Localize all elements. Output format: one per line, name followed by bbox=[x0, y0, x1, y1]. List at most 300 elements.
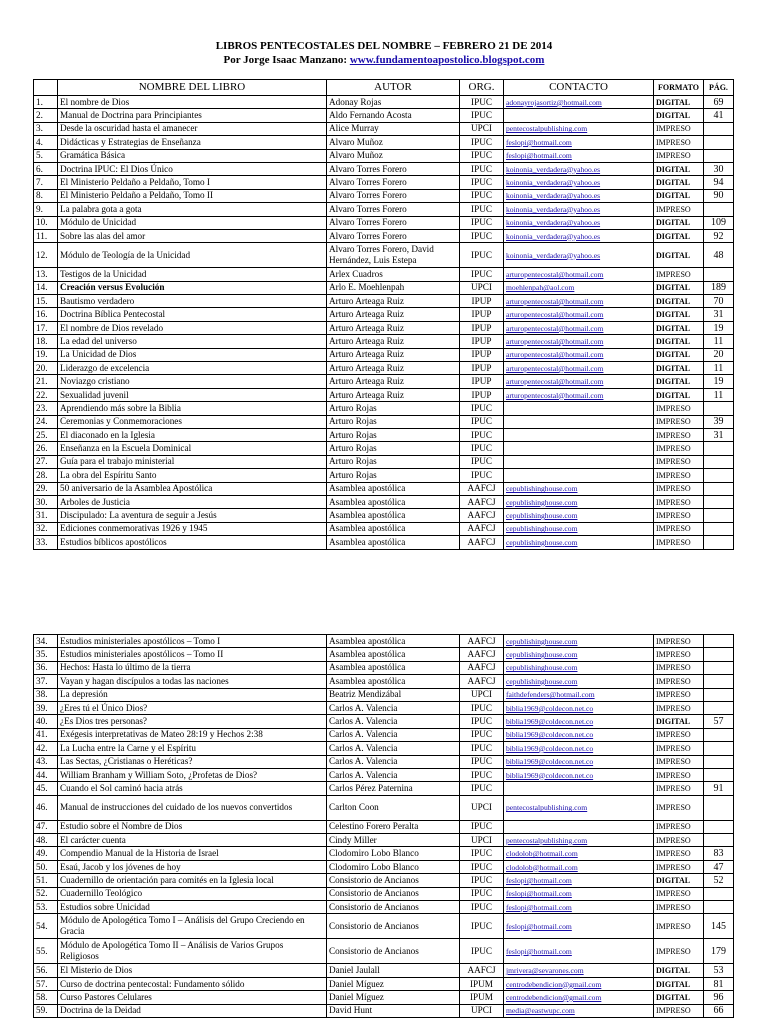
book-org: AAFCJ bbox=[460, 675, 504, 688]
table-row bbox=[34, 661, 734, 674]
book-contact[interactable]: biblia1969@coldecon.net.co bbox=[504, 768, 654, 781]
book-pages bbox=[704, 701, 734, 714]
book-format: IMPRESO bbox=[654, 728, 704, 741]
book-pages: 11 bbox=[704, 335, 734, 348]
book-title: Creación versus Evolución bbox=[58, 281, 327, 294]
table-row bbox=[34, 229, 734, 242]
book-contact[interactable]: faithdefenders@hotmail.com bbox=[504, 688, 654, 701]
book-org: IPUC bbox=[460, 189, 504, 202]
row-number: 16. bbox=[34, 308, 58, 321]
book-pages: 91 bbox=[704, 782, 734, 795]
book-format: IMPRESO bbox=[654, 701, 704, 714]
row-number: 1. bbox=[34, 96, 58, 109]
book-org: IPUP bbox=[460, 362, 504, 375]
book-contact bbox=[504, 455, 654, 468]
book-title: Curso Pastores Celulares bbox=[58, 991, 327, 1004]
table-row bbox=[34, 136, 734, 149]
book-pages: 48 bbox=[704, 243, 734, 268]
book-format: IMPRESO bbox=[654, 834, 704, 847]
book-format: IMPRESO bbox=[654, 522, 704, 535]
book-contact[interactable]: arturopentecostal@hotmail.com bbox=[504, 348, 654, 361]
row-number: 10. bbox=[34, 216, 58, 229]
book-format: IMPRESO bbox=[654, 136, 704, 149]
table-row bbox=[34, 335, 734, 348]
book-pages bbox=[704, 795, 734, 820]
book-title: Guía para el trabajo ministerial bbox=[58, 455, 327, 468]
book-format: IMPRESO bbox=[654, 887, 704, 900]
book-contact[interactable]: feslopi@hotmail.com bbox=[504, 939, 654, 964]
book-org: AAFCJ bbox=[460, 482, 504, 495]
book-org: IPUC bbox=[460, 782, 504, 795]
row-number: 21. bbox=[34, 375, 58, 388]
row-number: 9. bbox=[34, 203, 58, 216]
table-row bbox=[34, 495, 734, 508]
book-format: DIGITAL bbox=[654, 281, 704, 294]
book-contact[interactable]: pentecostalpublishing.com bbox=[504, 795, 654, 820]
book-org: IPUC bbox=[460, 415, 504, 428]
book-pages bbox=[704, 455, 734, 468]
book-format: DIGITAL bbox=[654, 176, 704, 189]
table-row bbox=[34, 536, 734, 549]
table-row bbox=[34, 243, 734, 268]
book-title: La palabra gota a gota bbox=[58, 203, 327, 216]
table-row bbox=[34, 321, 734, 334]
row-number: 23. bbox=[34, 402, 58, 415]
row-number: 36. bbox=[34, 661, 58, 674]
book-contact[interactable]: arturopentecostal@hotmail.com bbox=[504, 375, 654, 388]
row-number: 5. bbox=[34, 149, 58, 162]
table-row bbox=[34, 782, 734, 795]
book-title: Módulo de Teología de la Unicidad bbox=[58, 243, 327, 268]
row-number: 29. bbox=[34, 482, 58, 495]
book-pages: 30 bbox=[704, 162, 734, 175]
book-author: Arlo E. Moehlenpah bbox=[327, 281, 460, 294]
book-org: IPUC bbox=[460, 469, 504, 482]
book-org: UPCI bbox=[460, 122, 504, 135]
book-title: Manual de instrucciones del cuidado de los nuevos convertidos bbox=[58, 795, 327, 820]
book-org: IPUC bbox=[460, 939, 504, 964]
book-contact[interactable]: cepublishinghouse.com bbox=[504, 661, 654, 674]
book-org: AAFCJ bbox=[460, 522, 504, 535]
table-row bbox=[34, 109, 734, 122]
book-pages: 19 bbox=[704, 321, 734, 334]
book-org: IPUP bbox=[460, 295, 504, 308]
row-number: 35. bbox=[34, 648, 58, 661]
byline-text: Por Jorge Isaac Manzano: bbox=[223, 54, 348, 66]
book-format: DIGITAL bbox=[654, 189, 704, 202]
book-contact[interactable]: biblia1969@coldecon.net.co bbox=[504, 715, 654, 728]
book-title: Vayan y hagan discípulos a todas las naciones bbox=[58, 675, 327, 688]
book-author: Asamblea apostólica bbox=[327, 495, 460, 508]
book-author: Arturo Rojas bbox=[327, 402, 460, 415]
book-contact[interactable]: centrodebendicion@gmail.com bbox=[504, 991, 654, 1004]
book-title: Testigos de la Unicidad bbox=[58, 268, 327, 281]
book-author: Clodomiro Lobo Blanco bbox=[327, 847, 460, 860]
book-author: Arturo Arteaga Ruiz bbox=[327, 321, 460, 334]
book-pages bbox=[704, 834, 734, 847]
book-title: Módulo de Apologética Tomo I – Análisis del Grupo Creciendo en Gracia bbox=[58, 914, 327, 939]
row-number: 53. bbox=[34, 901, 58, 914]
book-contact[interactable]: cepublishinghouse.com bbox=[504, 495, 654, 508]
row-number: 37. bbox=[34, 675, 58, 688]
table-row bbox=[34, 295, 734, 308]
book-title: Ceremonias y Conmemoraciones bbox=[58, 415, 327, 428]
book-contact[interactable]: cepublishinghouse.com bbox=[504, 675, 654, 688]
book-org: IPUP bbox=[460, 375, 504, 388]
book-contact[interactable]: arturopentecostal@hotmail.com bbox=[504, 388, 654, 401]
book-title: Enseñanza en la Escuela Dominical bbox=[58, 442, 327, 455]
book-author: Consistorio de Ancianos bbox=[327, 901, 460, 914]
table-row bbox=[34, 442, 734, 455]
book-contact[interactable]: cepublishinghouse.com bbox=[504, 509, 654, 522]
table-row bbox=[34, 455, 734, 468]
book-contact[interactable]: pentecostalpublishing.com bbox=[504, 834, 654, 847]
book-author: Asamblea apostólica bbox=[327, 635, 460, 648]
book-org: IPUC bbox=[460, 820, 504, 833]
row-number: 52. bbox=[34, 887, 58, 900]
book-format: DIGITAL bbox=[654, 109, 704, 122]
book-org: IPUC bbox=[460, 136, 504, 149]
book-org: IPUC bbox=[460, 109, 504, 122]
book-author: Arturo Rojas bbox=[327, 455, 460, 468]
table-row bbox=[34, 268, 734, 281]
book-pages bbox=[704, 469, 734, 482]
row-number: 41. bbox=[34, 728, 58, 741]
book-contact[interactable]: cepublishinghouse.com bbox=[504, 522, 654, 535]
book-author: Clodomiro Lobo Blanco bbox=[327, 860, 460, 873]
book-org: IPUP bbox=[460, 348, 504, 361]
book-format: IMPRESO bbox=[654, 149, 704, 162]
book-author: Celestino Forero Peralta bbox=[327, 820, 460, 833]
row-number: 32. bbox=[34, 522, 58, 535]
book-title: Cuadernillo Teológico bbox=[58, 887, 327, 900]
row-number: 4. bbox=[34, 136, 58, 149]
table-row bbox=[34, 415, 734, 428]
book-author: Alice Murray bbox=[327, 122, 460, 135]
book-title: La depresión bbox=[58, 688, 327, 701]
book-title: El diaconado en la Iglesia bbox=[58, 428, 327, 441]
book-title: Desde la oscuridad hasta el amanecer bbox=[58, 122, 327, 135]
book-author: Daniel Jaulall bbox=[327, 964, 460, 977]
book-contact[interactable]: cepublishinghouse.com bbox=[504, 482, 654, 495]
book-title: Módulo de Unicidad bbox=[58, 216, 327, 229]
books-table-1 bbox=[33, 79, 734, 550]
book-org: UPCI bbox=[460, 281, 504, 294]
book-author: Beatriz Mendizábal bbox=[327, 688, 460, 701]
book-contact[interactable]: arturopentecostal@hotmail.com bbox=[504, 321, 654, 334]
book-format: DIGITAL bbox=[654, 321, 704, 334]
book-org: IPUC bbox=[460, 728, 504, 741]
book-contact[interactable]: koinonia_verdadera@yahoo.es bbox=[504, 176, 654, 189]
book-contact[interactable]: koinonia_verdadera@yahoo.es bbox=[504, 162, 654, 175]
book-pages bbox=[704, 442, 734, 455]
table-row bbox=[34, 362, 734, 375]
book-author: Arturo Rojas bbox=[327, 428, 460, 441]
book-title: ¿Es Dios tres personas? bbox=[58, 715, 327, 728]
book-format: IMPRESO bbox=[654, 661, 704, 674]
table-row bbox=[34, 977, 734, 990]
table-row bbox=[34, 991, 734, 1004]
book-title: El Misterio de Dios bbox=[58, 964, 327, 977]
book-author: Arturo Arteaga Ruiz bbox=[327, 388, 460, 401]
book-org: IPUC bbox=[460, 149, 504, 162]
book-format: IMPRESO bbox=[654, 860, 704, 873]
book-contact[interactable]: arturopentecostal@hotmail.com bbox=[504, 295, 654, 308]
header-book-name: NOMBRE DEL LIBRO bbox=[58, 80, 327, 96]
book-format: IMPRESO bbox=[654, 536, 704, 549]
table-row bbox=[34, 402, 734, 415]
book-author: Carlos Pérez Paternina bbox=[327, 782, 460, 795]
book-pages: 83 bbox=[704, 847, 734, 860]
book-title: Estudios bíblicos apostólicos bbox=[58, 536, 327, 549]
book-contact[interactable]: arturopentecostal@hotmail.com bbox=[504, 335, 654, 348]
book-format: IMPRESO bbox=[654, 455, 704, 468]
book-author: Alvaro Torres Forero bbox=[327, 189, 460, 202]
table-row bbox=[34, 755, 734, 768]
book-author: Arlex Cuadros bbox=[327, 268, 460, 281]
book-author: Alvaro Torres Forero, David Hernández, Luis Estepa bbox=[327, 243, 460, 268]
book-author: Cindy Miller bbox=[327, 834, 460, 847]
book-contact bbox=[504, 415, 654, 428]
row-number: 55. bbox=[34, 939, 58, 964]
row-number: 7. bbox=[34, 176, 58, 189]
book-author: Alvaro Torres Forero bbox=[327, 216, 460, 229]
book-contact bbox=[504, 428, 654, 441]
book-contact[interactable]: biblia1969@coldecon.net.co bbox=[504, 755, 654, 768]
book-author: Alvaro Torres Forero bbox=[327, 176, 460, 189]
book-contact[interactable]: arturopentecostal@hotmail.com bbox=[504, 308, 654, 321]
table-row bbox=[34, 1004, 734, 1017]
book-author: Asamblea apostólica bbox=[327, 675, 460, 688]
book-contact[interactable]: arturopentecostal@hotmail.com bbox=[504, 268, 654, 281]
book-author: Consistorio de Ancianos bbox=[327, 887, 460, 900]
row-number: 30. bbox=[34, 495, 58, 508]
book-contact[interactable]: cepublishinghouse.com bbox=[504, 536, 654, 549]
book-pages bbox=[704, 820, 734, 833]
book-author: Carlos A. Valencia bbox=[327, 728, 460, 741]
book-contact[interactable]: cepublishinghouse.com bbox=[504, 635, 654, 648]
book-pages bbox=[704, 203, 734, 216]
book-author: Arturo Arteaga Ruiz bbox=[327, 335, 460, 348]
header-contact: CONTACTO bbox=[504, 80, 654, 96]
book-pages bbox=[704, 522, 734, 535]
table-row bbox=[34, 648, 734, 661]
header-pages: PÁG. bbox=[704, 80, 734, 96]
book-author: Asamblea apostólica bbox=[327, 509, 460, 522]
book-author: Asamblea apostólica bbox=[327, 661, 460, 674]
table-row bbox=[34, 887, 734, 900]
book-title: La obra del Espíritu Santo bbox=[58, 469, 327, 482]
table-row bbox=[34, 482, 734, 495]
row-number: 25. bbox=[34, 428, 58, 441]
book-contact bbox=[504, 442, 654, 455]
book-pages: 70 bbox=[704, 295, 734, 308]
book-org: IPUC bbox=[460, 96, 504, 109]
book-org: IPUC bbox=[460, 914, 504, 939]
book-contact[interactable]: feslopi@hotmail.com bbox=[504, 887, 654, 900]
table-row bbox=[34, 768, 734, 781]
table-row bbox=[34, 860, 734, 873]
book-format: IMPRESO bbox=[654, 509, 704, 522]
book-pages bbox=[704, 402, 734, 415]
book-pages bbox=[704, 495, 734, 508]
book-format: IMPRESO bbox=[654, 939, 704, 964]
book-org: IPUC bbox=[460, 874, 504, 887]
book-title: El Ministerio Peldaño a Peldaño, Tomo II bbox=[58, 189, 327, 202]
book-contact[interactable]: moehlenpah@aol.com bbox=[504, 281, 654, 294]
table-row bbox=[34, 701, 734, 714]
row-number: 54. bbox=[34, 914, 58, 939]
book-pages bbox=[704, 688, 734, 701]
table-row bbox=[34, 375, 734, 388]
book-contact[interactable]: biblia1969@coldecon.net.co bbox=[504, 742, 654, 755]
book-org: IPUC bbox=[460, 887, 504, 900]
book-pages bbox=[704, 136, 734, 149]
row-number: 18. bbox=[34, 335, 58, 348]
row-number: 43. bbox=[34, 755, 58, 768]
book-title: El carácter cuenta bbox=[58, 834, 327, 847]
book-pages bbox=[704, 661, 734, 674]
row-number: 17. bbox=[34, 321, 58, 334]
book-contact[interactable]: feslopi@hotmail.com bbox=[504, 136, 654, 149]
row-number: 3. bbox=[34, 122, 58, 135]
book-contact[interactable]: adonayrojasortiz@hotmail.com bbox=[504, 96, 654, 109]
book-pages bbox=[704, 675, 734, 688]
book-contact[interactable]: cepublishinghouse.com bbox=[504, 648, 654, 661]
book-format: DIGITAL bbox=[654, 388, 704, 401]
book-format: IMPRESO bbox=[654, 688, 704, 701]
book-pages: 20 bbox=[704, 348, 734, 361]
book-format: IMPRESO bbox=[654, 820, 704, 833]
book-format: IMPRESO bbox=[654, 428, 704, 441]
book-title: Doctrina IPUC: El Dios Único bbox=[58, 162, 327, 175]
row-number: 49. bbox=[34, 847, 58, 860]
row-number: 24. bbox=[34, 415, 58, 428]
book-org: IPUC bbox=[460, 203, 504, 216]
book-pages: 145 bbox=[704, 914, 734, 939]
book-contact[interactable]: media@eastwupc.com bbox=[504, 1004, 654, 1017]
book-org: IPUC bbox=[460, 176, 504, 189]
book-org: AAFCJ bbox=[460, 635, 504, 648]
book-contact[interactable]: feslopi@hotmail.com bbox=[504, 149, 654, 162]
book-contact[interactable]: koinonia_verdadera@yahoo.es bbox=[504, 216, 654, 229]
row-number: 12. bbox=[34, 243, 58, 268]
table-row bbox=[34, 149, 734, 162]
book-org: UPCI bbox=[460, 1004, 504, 1017]
book-org: IPUC bbox=[460, 715, 504, 728]
book-format: IMPRESO bbox=[654, 469, 704, 482]
book-author: Asamblea apostólica bbox=[327, 482, 460, 495]
book-pages bbox=[704, 122, 734, 135]
table-row bbox=[34, 914, 734, 939]
book-title: La Lucha entre la Carne y el Espíritu bbox=[58, 742, 327, 755]
book-contact[interactable]: koinonia_verdadera@yahoo.es bbox=[504, 189, 654, 202]
book-title: Estudios sobre Unicidad bbox=[58, 901, 327, 914]
row-number: 34. bbox=[34, 635, 58, 648]
book-contact[interactable]: jmrivera@sevarones.com bbox=[504, 964, 654, 977]
blog-link[interactable]: www.fundamentoapostolico.blogspot.com bbox=[349, 54, 545, 66]
row-number: 57. bbox=[34, 977, 58, 990]
book-contact[interactable]: koinonia_verdadera@yahoo.es bbox=[504, 203, 654, 216]
book-title: 50 aniversario de la Asamblea Apostólica bbox=[58, 482, 327, 495]
document-byline bbox=[0, 54, 768, 67]
header-number bbox=[34, 80, 58, 96]
book-format: IMPRESO bbox=[654, 675, 704, 688]
book-title: Didácticas y Estrategias de Enseñanza bbox=[58, 136, 327, 149]
book-title: Módulo de Apologética Tomo II – Análisis de Varios Grupos Religiosos bbox=[58, 939, 327, 964]
book-author: Alvaro Torres Forero bbox=[327, 203, 460, 216]
book-contact[interactable]: biblia1969@coldecon.net.co bbox=[504, 728, 654, 741]
book-contact[interactable]: pentecostalpublishing.com bbox=[504, 122, 654, 135]
book-contact[interactable]: clodolob@hotmail.com bbox=[504, 860, 654, 873]
book-format: IMPRESO bbox=[654, 1004, 704, 1017]
book-pages bbox=[704, 509, 734, 522]
row-number: 44. bbox=[34, 768, 58, 781]
book-author: Aldo Fernando Acosta bbox=[327, 109, 460, 122]
table-row bbox=[34, 939, 734, 964]
book-author: Arturo Arteaga Ruiz bbox=[327, 375, 460, 388]
book-contact[interactable]: arturopentecostal@hotmail.com bbox=[504, 362, 654, 375]
book-pages: 52 bbox=[704, 874, 734, 887]
book-author: Alvaro Torres Forero bbox=[327, 162, 460, 175]
book-pages bbox=[704, 768, 734, 781]
books-table-2 bbox=[33, 634, 734, 1018]
table-row bbox=[34, 308, 734, 321]
book-title: Arboles de Justicia bbox=[58, 495, 327, 508]
book-contact[interactable]: feslopi@hotmail.com bbox=[504, 901, 654, 914]
table-row bbox=[34, 847, 734, 860]
book-contact[interactable]: feslopi@hotmail.com bbox=[504, 914, 654, 939]
row-number: 27. bbox=[34, 455, 58, 468]
book-author: Carlos A. Valencia bbox=[327, 768, 460, 781]
book-pages: 179 bbox=[704, 939, 734, 964]
book-format: DIGITAL bbox=[654, 295, 704, 308]
book-org: UPCI bbox=[460, 688, 504, 701]
book-contact[interactable]: feslopi@hotmail.com bbox=[504, 874, 654, 887]
row-number: 31. bbox=[34, 509, 58, 522]
book-pages bbox=[704, 728, 734, 741]
book-title: Ediciones conmemorativas 1926 y 1945 bbox=[58, 522, 327, 535]
book-contact[interactable]: koinonia_verdadera@yahoo.es bbox=[504, 243, 654, 268]
book-org: IPUM bbox=[460, 991, 504, 1004]
book-contact[interactable]: biblia1969@coldecon.net.co bbox=[504, 701, 654, 714]
table-row bbox=[34, 162, 734, 175]
book-pages bbox=[704, 901, 734, 914]
row-number: 15. bbox=[34, 295, 58, 308]
book-author: David Hunt bbox=[327, 1004, 460, 1017]
book-format: DIGITAL bbox=[654, 96, 704, 109]
book-contact bbox=[504, 109, 654, 122]
book-org: IPUC bbox=[460, 428, 504, 441]
book-contact[interactable]: centrodebendicion@gmail.com bbox=[504, 977, 654, 990]
table-row bbox=[34, 688, 734, 701]
table-row bbox=[34, 469, 734, 482]
table-row bbox=[34, 522, 734, 535]
book-contact[interactable]: clodolob@hotmail.com bbox=[504, 847, 654, 860]
table-row bbox=[34, 428, 734, 441]
table-row bbox=[34, 122, 734, 135]
book-format: DIGITAL bbox=[654, 715, 704, 728]
table-header-row bbox=[34, 80, 734, 96]
book-org: IPUC bbox=[460, 162, 504, 175]
book-pages: 57 bbox=[704, 715, 734, 728]
book-contact bbox=[504, 782, 654, 795]
book-org: IPUP bbox=[460, 335, 504, 348]
book-contact[interactable]: koinonia_verdadera@yahoo.es bbox=[504, 229, 654, 242]
book-format: DIGITAL bbox=[654, 977, 704, 990]
row-number: 19. bbox=[34, 348, 58, 361]
book-format: DIGITAL bbox=[654, 308, 704, 321]
